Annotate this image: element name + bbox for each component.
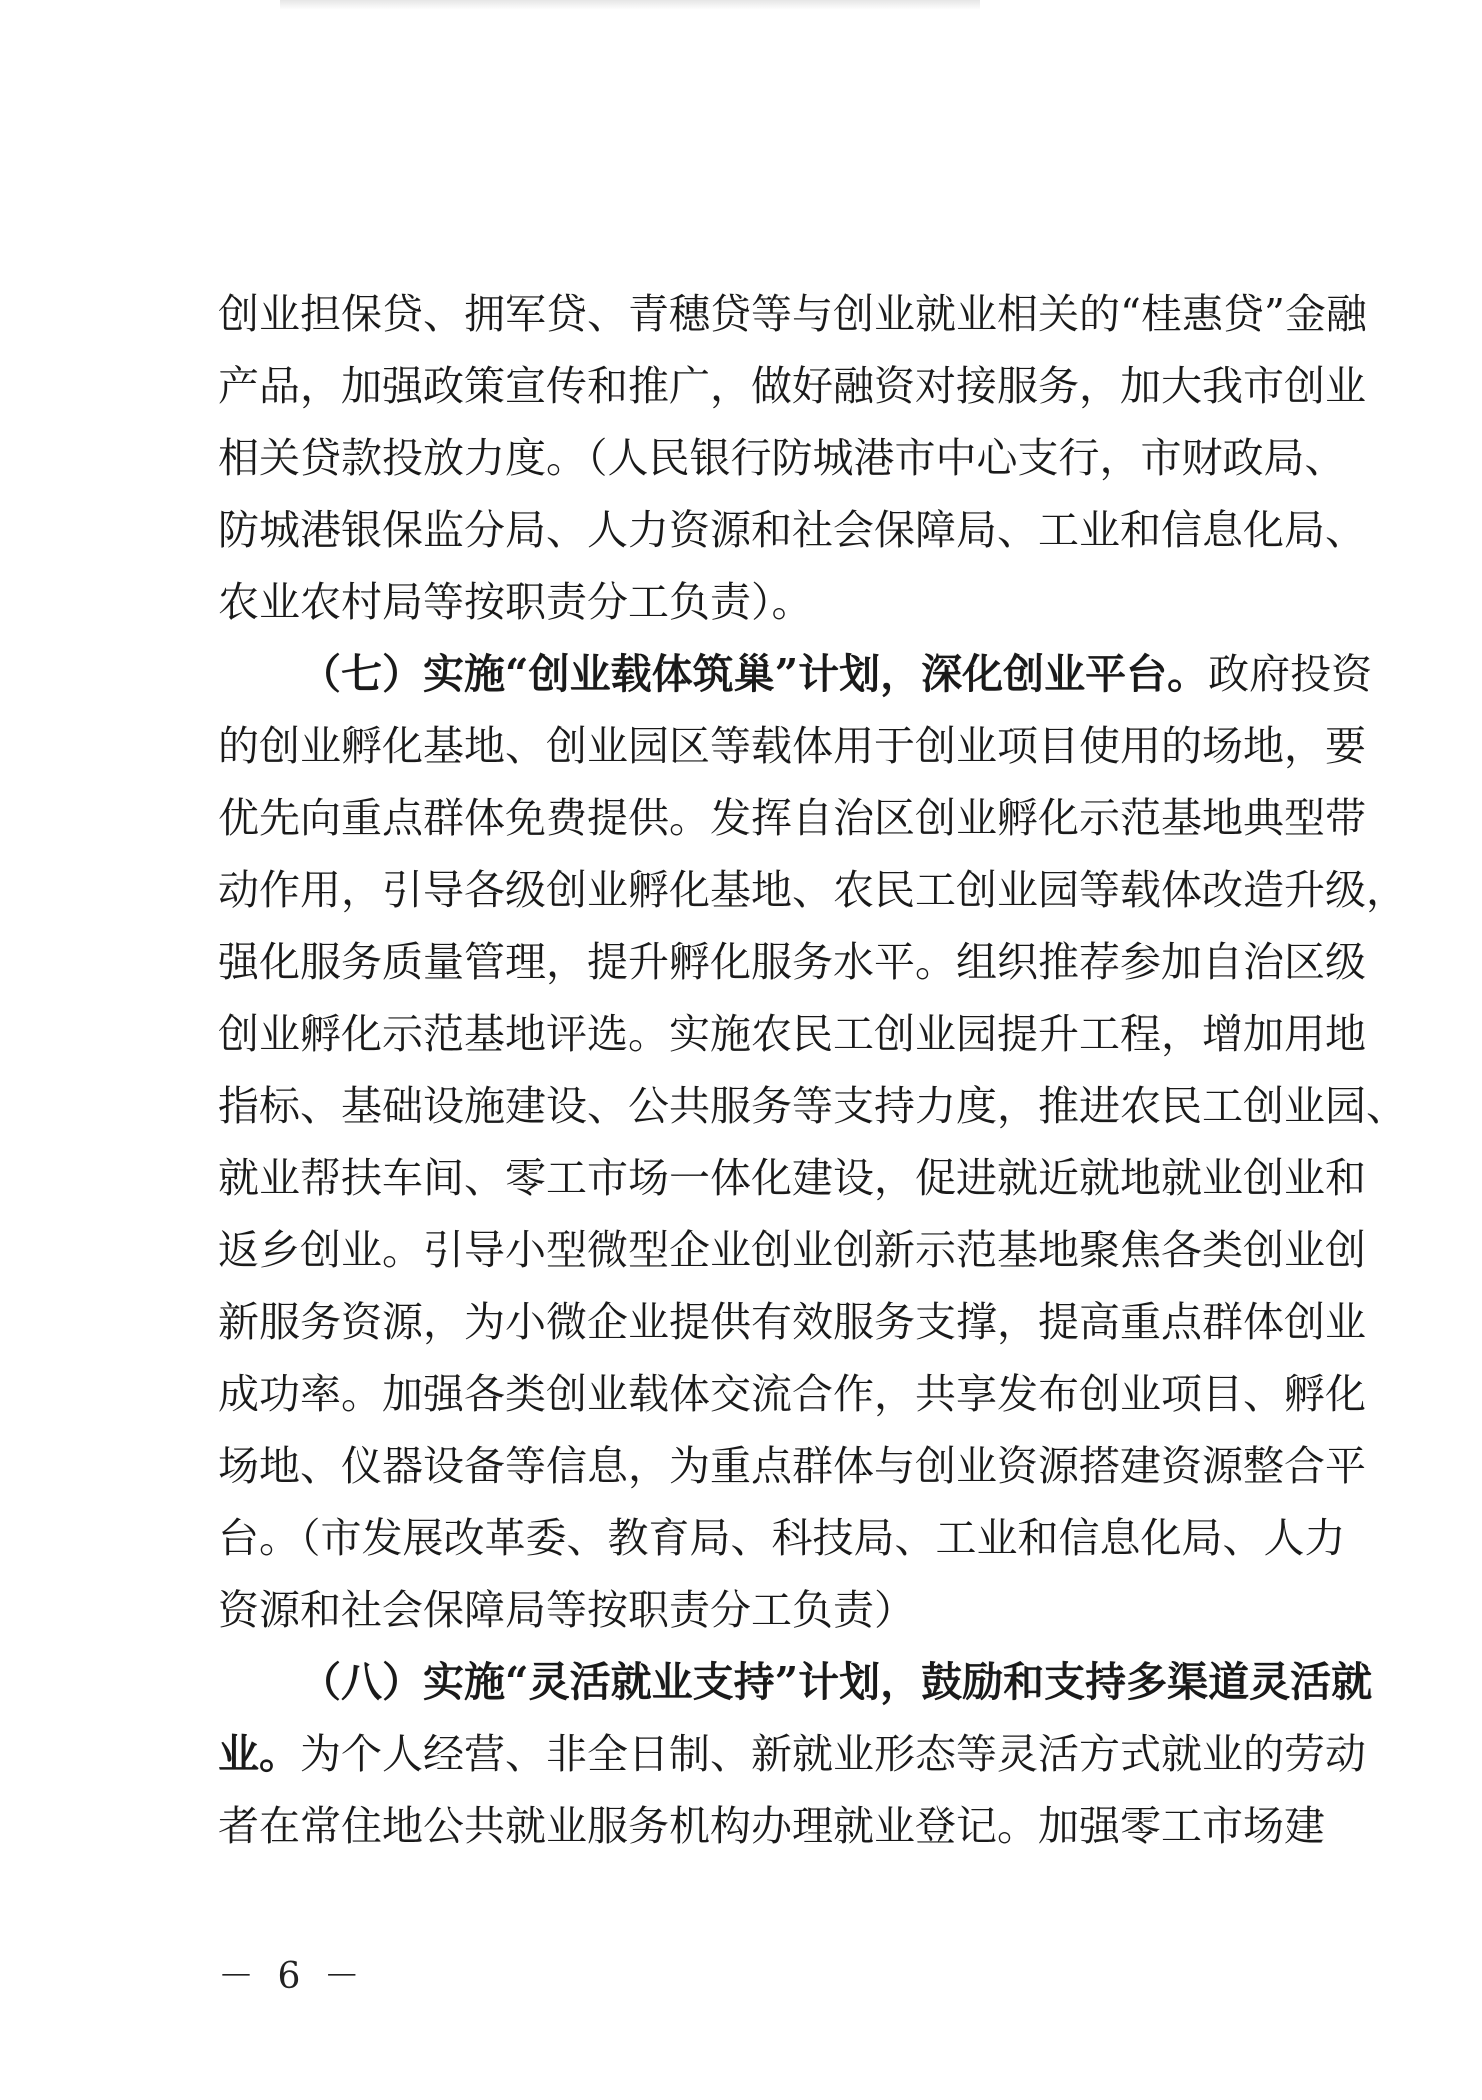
text-span: 政府投资 — [1208, 650, 1373, 698]
text-line: 相关贷款投放力度。（人民银行防城港市中心支行，市财政局、 — [218, 434, 1346, 482]
text-line: 资源和社会保障局等按职责分工负责） — [218, 1586, 915, 1634]
text-line: 台。（市发展改革委、教育局、科技局、工业和信息化局、人力 — [218, 1514, 1346, 1562]
text-line: 者在常住地公共就业服务机构办理就业登记。加强零工市场建 — [218, 1802, 1325, 1850]
page-number: － 6 － — [218, 1956, 366, 1997]
text-line: 指标、基础设施建设、公共服务等支持力度，推进农民工创业园、 — [218, 1082, 1407, 1130]
section-heading-8: （八）实施“灵活就业支持”计划，鼓励和支持多渠道灵活就 — [300, 1658, 1373, 1706]
text-line: 动作用，引导各级创业孵化基地、农民工创业园等载体改造升级， — [218, 866, 1407, 914]
section-heading-line — [218, 638, 1373, 710]
section-heading-7: （七）实施“创业载体筑巢”计划，深化创业平台。 — [300, 650, 1209, 698]
text-line: 成功率。加强各类创业载体交流合作，共享发布创业项目、孵化 — [218, 1370, 1366, 1418]
text-line: 防城港银保监分局、人力资源和社会保障局、工业和信息化局、 — [218, 506, 1366, 554]
text-line: 返乡创业。引导小型微型企业创业创新示范基地聚焦各类创业创 — [218, 1226, 1366, 1274]
text-line: 强化服务质量管理，提升孵化服务水平。组织推荐参加自治区级 — [218, 938, 1366, 986]
text-line: 优先向重点群体免费提供。发挥自治区创业孵化示范基地典型带 — [218, 794, 1366, 842]
text-line: 新服务资源，为小微企业提供有效服务支撑，提高重点群体创业 — [218, 1298, 1366, 1346]
section-heading-line — [218, 1718, 1366, 1790]
text-line: 产品，加强政策宣传和推广，做好融资对接服务，加大我市创业 — [218, 362, 1366, 410]
text-line: 农业农村局等按职责分工负责）。 — [218, 578, 813, 626]
text-line: 就业帮扶车间、零工市场一体化建设，促进就近就地就业创业和 — [218, 1154, 1366, 1202]
text-line: 创业孵化示范基地评选。实施农民工创业园提升工程，增加用地 — [218, 1010, 1366, 1058]
text-line: 创业担保贷、拥军贷、青穗贷等与创业就业相关的“桂惠贷”金融 — [218, 290, 1367, 338]
text-line: 场地、仪器设备等信息，为重点群体与创业资源搭建资源整合平 — [218, 1442, 1366, 1490]
scan-top-edge — [280, 0, 980, 10]
text-span: 为个人经营、非全日制、新就业形态等灵活方式就业的劳动 — [300, 1730, 1366, 1778]
document-body — [218, 278, 1407, 1862]
text-line: 的创业孵化基地、创业园区等载体用于创业项目使用的场地，要 — [218, 722, 1366, 770]
section-heading-8-cont: 业。 — [218, 1730, 300, 1778]
